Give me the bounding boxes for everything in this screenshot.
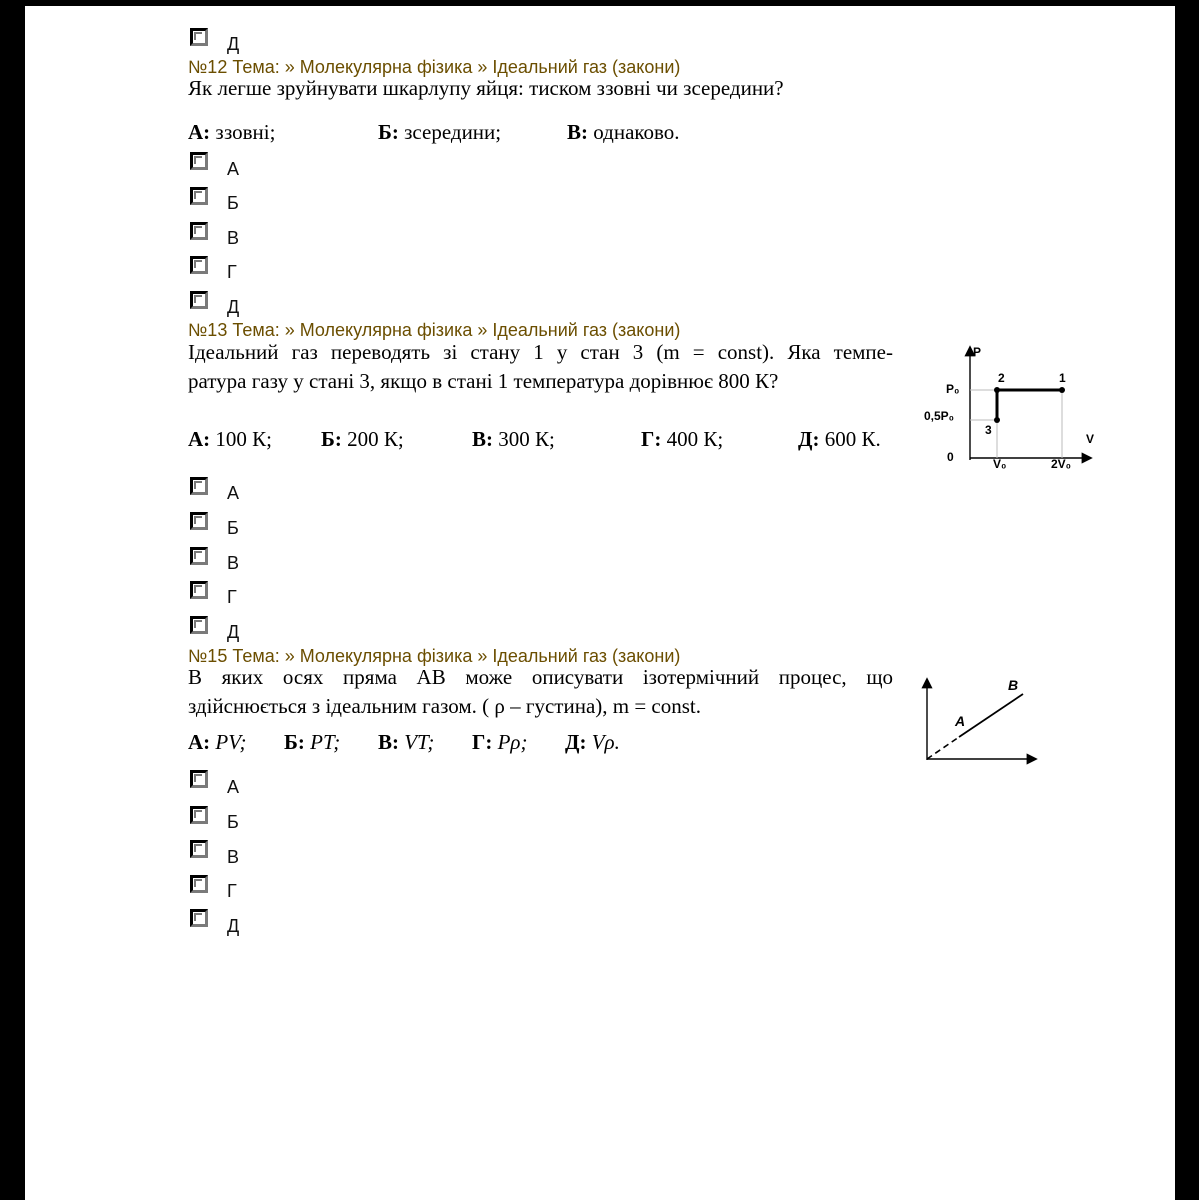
- answer-text: PT;: [304, 730, 341, 754]
- option-label: Б: [227, 812, 239, 832]
- answer-text: 300 К;: [493, 427, 555, 451]
- answer-text: 100 К;: [210, 427, 273, 451]
- q13-pv-diagram: [915, 340, 1110, 475]
- p-axis-label: P: [973, 345, 982, 359]
- checkbox[interactable]: [190, 291, 208, 309]
- option-label: Г: [227, 587, 237, 607]
- answer-text: VT;: [399, 730, 435, 754]
- answer-key: Г:: [472, 730, 493, 754]
- q13-answer-d: [641, 426, 723, 452]
- q13-answer-b: [321, 426, 404, 452]
- answer-key: Д:: [565, 730, 587, 754]
- process-path: [997, 390, 1062, 420]
- answer-text: 600 К.: [819, 427, 881, 451]
- option-label: А: [227, 777, 240, 797]
- q12-answer-c: [567, 119, 680, 145]
- point-b-label: B: [1008, 677, 1019, 693]
- p0-tick-label: P₀: [946, 382, 960, 396]
- checkbox[interactable]: [190, 512, 208, 530]
- option-label: Б: [227, 518, 239, 538]
- q13-text-line2: ратура газу у стані 3, якщо в стані 1 температура дорівнює 800 К?: [188, 369, 779, 393]
- answer-key: Д:: [798, 427, 820, 451]
- answer-text: ззовні;: [210, 120, 276, 144]
- q13-text-line1: Ідеальний газ переводять зі стану 1 у стан 3 (m = const). Яка темпе-: [188, 340, 893, 364]
- checkbox[interactable]: [190, 477, 208, 495]
- answer-text: 200 К;: [341, 427, 404, 451]
- checkbox[interactable]: [190, 875, 208, 893]
- answer-text: зсередини;: [398, 120, 502, 144]
- option-label: Г: [227, 262, 237, 282]
- option-label: В: [227, 847, 240, 867]
- option-label: Д: [227, 34, 240, 54]
- answer-key: В:: [472, 427, 493, 451]
- option-label: Д: [227, 622, 240, 642]
- checkbox[interactable]: [190, 581, 208, 599]
- checkbox[interactable]: [190, 222, 208, 240]
- option-label: Г: [227, 881, 237, 901]
- 2v0-tick-label: 2V₀: [1051, 457, 1072, 471]
- half-p0-tick-label: 0,5P₀: [924, 409, 955, 423]
- option-label: А: [227, 483, 240, 503]
- checkbox[interactable]: [190, 547, 208, 565]
- answer-text: однаково.: [588, 120, 680, 144]
- q15-text-line2: здійснюється з ідеальним газом. ( ρ – густина), m = const.: [188, 694, 702, 718]
- option-label: Д: [227, 297, 240, 317]
- answer-key: В:: [567, 120, 588, 144]
- point-3-label: 3: [985, 423, 992, 437]
- q15-answer-b: [284, 729, 340, 755]
- checkbox[interactable]: [190, 770, 208, 788]
- q12-answer-b: [378, 119, 501, 145]
- q15-text-line1: В яких осях пряма AB може описувати ізотермічний процес, що: [188, 665, 893, 689]
- q12-text: Як легше зруйнувати шкарлупу яйця: тиском ззовні чи зсередини?: [188, 76, 784, 100]
- q13-answer-c: [472, 426, 555, 452]
- checkbox[interactable]: [190, 840, 208, 858]
- answer-key: Б:: [284, 730, 305, 754]
- answer-key: А:: [188, 427, 211, 451]
- q15-topic: №15 Тема: » Молекулярна фізика » Ідеальний газ (закони): [188, 646, 681, 666]
- option-label: А: [227, 159, 240, 179]
- q13-answer-e: [798, 426, 881, 452]
- q13-answer-a: [188, 426, 272, 452]
- point-1-label: 1: [1059, 371, 1066, 385]
- q13-topic: №13 Тема: » Молекулярна фізика » Ідеальний газ (закони): [188, 320, 681, 340]
- state-point-1: [1059, 387, 1065, 393]
- point-a-label: A: [955, 713, 966, 729]
- v-axis-label: V: [1086, 432, 1095, 446]
- q15-ab-diagram: [915, 672, 1045, 767]
- q15-answer-c: [378, 729, 434, 755]
- state-point-3: [994, 417, 1000, 423]
- checkbox[interactable]: [190, 152, 208, 170]
- segment-ab: [959, 694, 1023, 737]
- answer-key: А:: [188, 120, 211, 144]
- option-label: Д: [227, 916, 240, 936]
- answer-text: PV;: [210, 730, 247, 754]
- extension-dashed: [927, 737, 959, 759]
- q15-text: [188, 663, 893, 721]
- answer-key: Б:: [321, 427, 342, 451]
- checkbox[interactable]: [190, 616, 208, 634]
- answer-key: А:: [188, 730, 211, 754]
- answer-key: В:: [378, 730, 399, 754]
- checkbox[interactable]: [190, 28, 208, 46]
- checkbox[interactable]: [190, 806, 208, 824]
- option-label: Б: [227, 193, 239, 213]
- option-label: В: [227, 228, 240, 248]
- q15-answer-a: [188, 729, 247, 755]
- q12-topic: №12 Тема: » Молекулярна фізика » Ідеальний газ (закони): [188, 57, 681, 77]
- q12-answer-a: [188, 119, 275, 145]
- point-2-label: 2: [998, 371, 1005, 385]
- answer-key: Г:: [641, 427, 662, 451]
- option-label: В: [227, 553, 240, 573]
- checkbox[interactable]: [190, 909, 208, 927]
- answer-key: Б:: [378, 120, 399, 144]
- origin-label: 0: [947, 450, 954, 464]
- answer-text: Pρ;: [492, 730, 528, 754]
- state-point-2: [994, 387, 1000, 393]
- q15-answer-d: [472, 729, 528, 755]
- answer-text: Vρ.: [586, 730, 620, 754]
- q15-answer-e: [565, 729, 620, 755]
- answer-text: 400 К;: [661, 427, 724, 451]
- checkbox[interactable]: [190, 256, 208, 274]
- checkbox[interactable]: [190, 187, 208, 205]
- q13-text: [188, 338, 893, 396]
- v0-tick-label: V₀: [993, 457, 1007, 471]
- document-page: [25, 6, 1175, 1200]
